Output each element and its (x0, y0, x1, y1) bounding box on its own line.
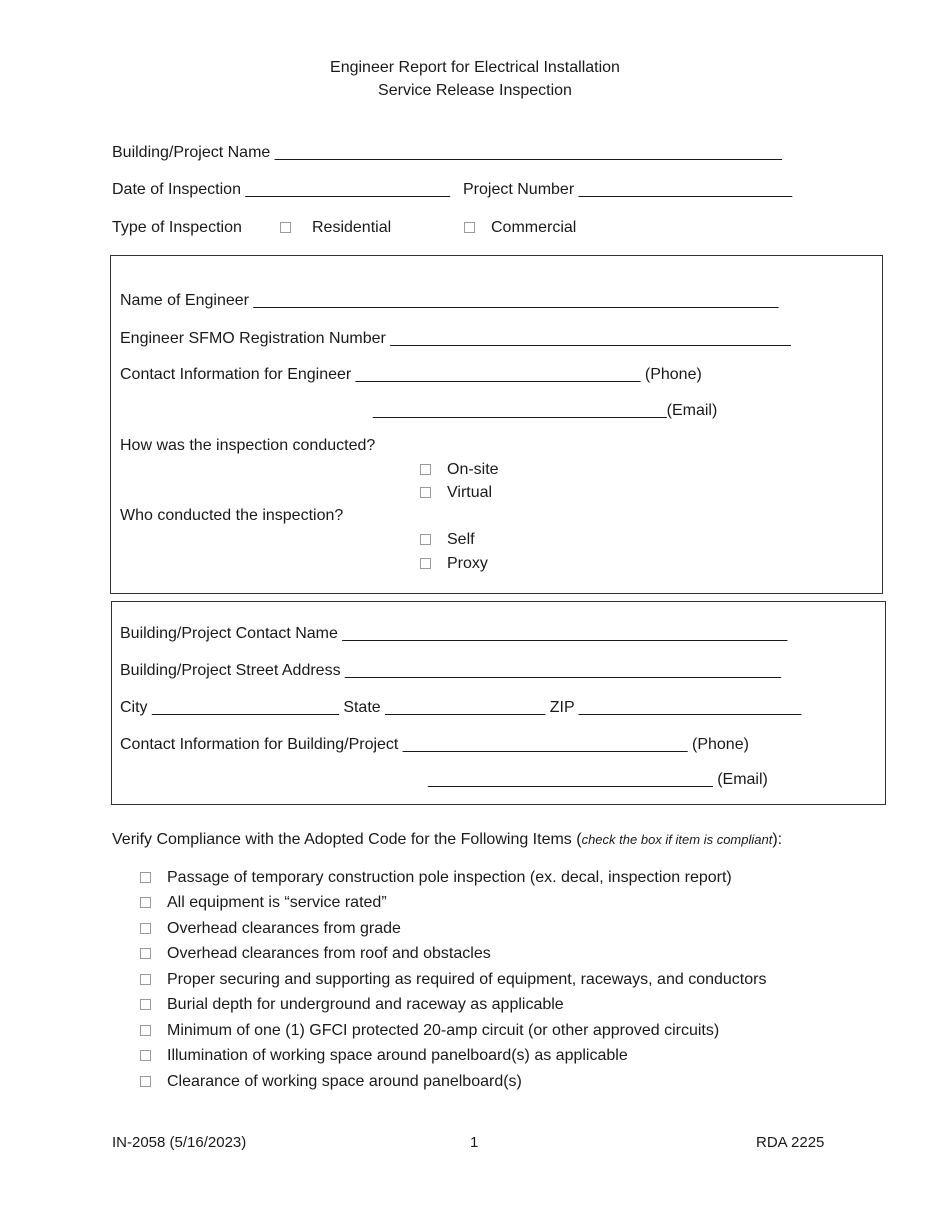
compliance-checkbox[interactable] (140, 923, 151, 934)
date-of-inspection-field[interactable]: Date of Inspection _______________________ (112, 181, 451, 198)
form-title: Engineer Report for Electrical Installation (330, 59, 620, 76)
sfmo-registration-field[interactable]: Engineer SFMO Registration Number _____________________________________________ (120, 330, 791, 347)
form-subtitle: Service Release Inspection (378, 82, 572, 99)
compliance-intro-end: ): (772, 831, 783, 848)
engineer-email-field[interactable]: _________________________________(Email) (373, 402, 718, 419)
who-conducted-question: Who conducted the inspection? (120, 507, 344, 524)
compliance-checkbox[interactable] (140, 948, 151, 959)
compliance-checkbox[interactable] (140, 872, 151, 883)
project-email-field[interactable]: ________________________________ (Email) (428, 771, 768, 788)
commercial-label: Commercial (491, 219, 577, 236)
virtual-checkbox[interactable] (420, 487, 431, 498)
project-contact-name-field[interactable]: Building/Project Contact Name __________________________________________________ (120, 625, 788, 642)
residential-checkbox[interactable] (280, 222, 291, 233)
project-number-field[interactable]: Project Number ________________________ (463, 181, 793, 198)
proxy-checkbox[interactable] (420, 558, 431, 569)
compliance-item: Overhead clearances from roof and obstacles (167, 945, 491, 962)
compliance-intro-text: Verify Compliance with the Adopted Code for the Following Items ( (112, 831, 582, 848)
project-phone-field[interactable]: Contact Information for Building/Project ________________________________ (Phone) (120, 736, 749, 753)
compliance-item: Illumination of working space around panelboard(s) as applicable (167, 1047, 628, 1064)
compliance-item: Minimum of one (1) GFCI protected 20-amp circuit (or other approved circuits) (167, 1022, 720, 1039)
compliance-item: Overhead clearances from grade (167, 920, 401, 937)
compliance-checkbox[interactable] (140, 974, 151, 985)
compliance-intro (112, 830, 782, 850)
page-number: 1 (470, 1134, 479, 1151)
onsite-checkbox[interactable] (420, 464, 431, 475)
project-street-address-field[interactable]: Building/Project Street Address _________________________________________________ (120, 662, 782, 679)
compliance-checkbox[interactable] (140, 897, 151, 908)
compliance-item: Burial depth for underground and raceway as applicable (167, 996, 564, 1013)
residential-label: Residential (312, 219, 392, 236)
rda-number: RDA 2225 (756, 1134, 825, 1151)
proxy-label: Proxy (447, 555, 488, 572)
compliance-checkbox[interactable] (140, 1076, 151, 1087)
compliance-intro-italic: check the box if item is compliant (581, 832, 773, 847)
form-id: IN-2058 (5/16/2023) (112, 1134, 247, 1151)
type-of-inspection-label: Type of Inspection (112, 219, 242, 236)
compliance-item: Clearance of working space around panelboard(s) (167, 1073, 522, 1090)
compliance-checkbox[interactable] (140, 1050, 151, 1061)
virtual-label: Virtual (447, 484, 493, 501)
compliance-checkbox[interactable] (140, 1025, 151, 1036)
self-checkbox[interactable] (420, 534, 431, 545)
compliance-item: Proper securing and supporting as required of equipment, raceways, and conductors (167, 971, 767, 988)
self-label: Self (447, 531, 475, 548)
onsite-label: On-site (447, 461, 499, 478)
how-conducted-question: How was the inspection conducted? (120, 437, 376, 454)
engineer-phone-field[interactable]: Contact Information for Engineer ________________________________ (Phone) (120, 366, 702, 383)
compliance-item: Passage of temporary construction pole inspection (ex. decal, inspection report) (167, 869, 732, 886)
compliance-item: All equipment is “service rated” (167, 894, 387, 911)
city-state-zip-field[interactable]: City _____________________ State __________________ ZIP _________________________ (120, 699, 802, 716)
compliance-checkbox[interactable] (140, 999, 151, 1010)
commercial-checkbox[interactable] (464, 222, 475, 233)
building-project-name-field[interactable]: Building/Project Name _________________________________________________________ (112, 144, 782, 161)
name-of-engineer-field[interactable]: Name of Engineer ___________________________________________________________ (120, 292, 779, 309)
